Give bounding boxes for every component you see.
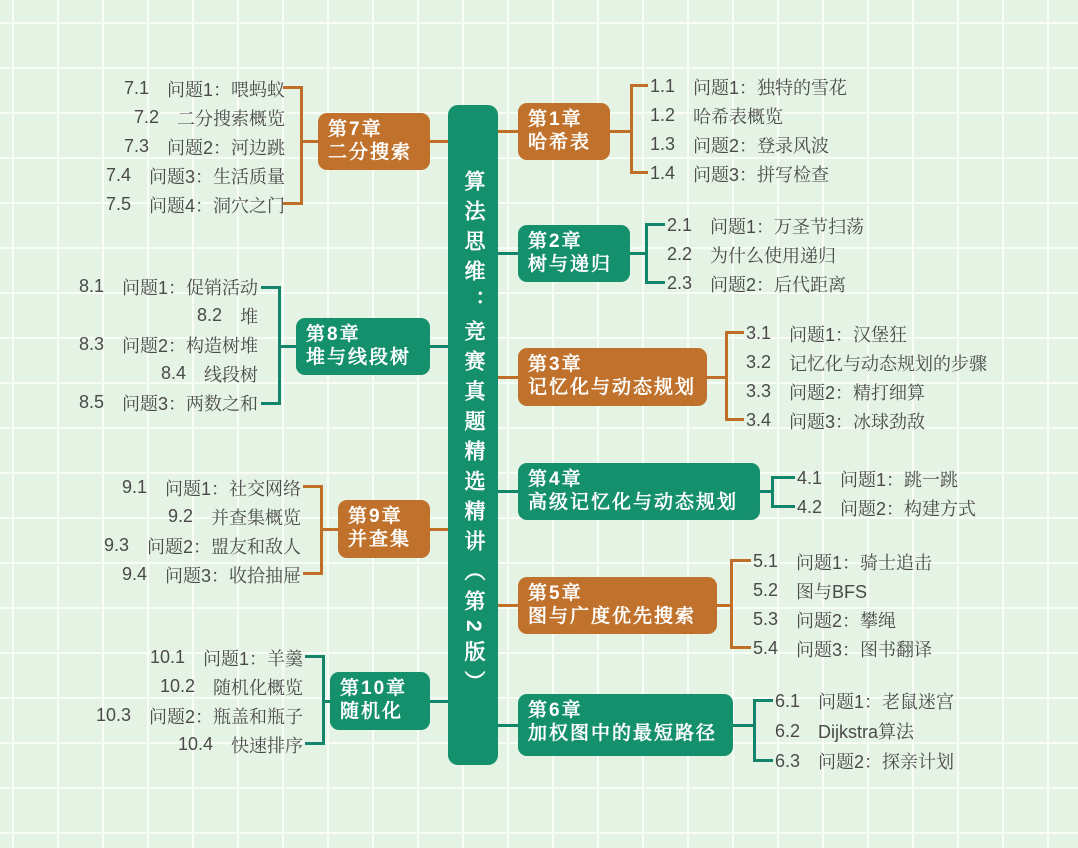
topic-label: 并查集概览	[211, 507, 301, 528]
connector-line	[733, 724, 753, 727]
topic-number: 7.3	[123, 136, 149, 156]
topic-number: 10.1	[149, 647, 185, 667]
connector-line	[771, 476, 774, 508]
topic-number: 3.3	[746, 381, 772, 401]
chapter-7-items	[106, 74, 285, 219]
topic-label: 问题3：生活质量	[148, 166, 285, 187]
topic-number: 8.4	[160, 363, 186, 383]
topic-item[interactable]	[104, 531, 301, 560]
topic-item[interactable]	[161, 359, 258, 388]
chapter-1-items	[650, 72, 847, 188]
topic-label: 问题3：拼写检查	[693, 164, 830, 185]
connector-line	[725, 331, 744, 334]
topic-number: 5.1	[753, 551, 779, 571]
chapter-3-items	[746, 319, 987, 435]
topic-number: 1.2	[650, 105, 676, 125]
topic-label: 问题1：社交网络	[164, 478, 301, 499]
chapter-title: 二分搜索	[328, 142, 413, 163]
topic-item[interactable]	[134, 103, 285, 132]
topic-number: 6.2	[775, 720, 801, 741]
chapter-6-items	[775, 686, 954, 776]
chapter-number: 第4章	[528, 469, 583, 490]
topic-number: 10.2	[159, 676, 195, 696]
connector-line	[645, 223, 665, 226]
topic-number: 1.3	[650, 134, 676, 154]
chapter-node-6[interactable]	[518, 694, 733, 756]
topic-number: 2.2	[667, 244, 693, 264]
topic-item[interactable]	[650, 130, 829, 159]
connector-line	[725, 331, 728, 421]
chapter-node-8[interactable]	[296, 318, 430, 375]
chapter-node-3[interactable]	[518, 348, 707, 406]
topic-item[interactable]	[775, 686, 954, 716]
topic-number: 1.4	[650, 163, 676, 183]
connector-line	[753, 759, 773, 762]
chapter-title: 图与广度优先搜索	[528, 606, 697, 627]
topic-label: 问题1：汉堡狂	[789, 324, 908, 345]
topic-label: Dijkstra算法	[818, 722, 915, 742]
connector-line	[283, 86, 300, 89]
connector-line	[753, 699, 756, 762]
connector-line	[725, 418, 744, 421]
topic-label: 问题1：跳一跳	[840, 469, 959, 490]
topic-item[interactable]	[124, 132, 285, 161]
topic-label: 图与BFS	[796, 581, 868, 602]
connector-line	[498, 724, 518, 727]
topic-label: 堆	[240, 306, 258, 327]
connector-line	[498, 490, 518, 493]
topic-item[interactable]	[122, 473, 301, 502]
chapter-title: 高级记忆化与动态规划	[528, 492, 739, 513]
topic-number: 8.2	[196, 305, 222, 325]
topic-label: 问题2：盟友和敌人	[146, 536, 301, 557]
topic-label: 问题3：冰球劲敌	[789, 411, 926, 432]
chapter-number: 第9章	[348, 506, 403, 527]
topic-number: 7.4	[105, 165, 131, 185]
connector-line	[322, 655, 325, 745]
connector-line	[760, 490, 771, 493]
topic-number: 8.5	[78, 392, 104, 412]
connector-line	[630, 84, 648, 87]
chapter-number: 第2章	[528, 231, 583, 252]
connector-line	[730, 559, 751, 562]
connector-line	[610, 130, 630, 133]
chapter-8-items	[79, 272, 258, 417]
topic-label: 问题1：骑士追击	[796, 552, 933, 573]
topic-item[interactable]	[753, 605, 896, 634]
topic-item[interactable]	[650, 72, 847, 101]
chapter-node-10[interactable]	[330, 672, 430, 730]
connector-line	[730, 559, 733, 649]
topic-item[interactable]	[797, 493, 976, 522]
topic-label: 问题3：收拾抽屉	[164, 565, 301, 586]
connector-line	[305, 742, 322, 745]
chapter-5-items	[753, 547, 932, 663]
topic-item[interactable]	[667, 240, 836, 269]
connector-line	[498, 252, 518, 255]
connector-line	[303, 485, 320, 488]
connector-line	[430, 528, 448, 531]
topic-number: 10.4	[177, 734, 213, 754]
topic-label: 问题2：攀绳	[796, 610, 897, 631]
chapter-node-9[interactable]	[338, 500, 430, 558]
connector-line	[305, 655, 322, 658]
topic-number: 10.3	[95, 705, 131, 725]
topic-label: 记忆化与动态规划的步骤	[789, 353, 988, 374]
chapter-title: 哈希表	[528, 132, 592, 153]
connector-line	[498, 130, 518, 133]
connector-line	[645, 223, 648, 284]
connector-line	[707, 376, 725, 379]
connector-line	[498, 604, 518, 607]
chapter-node-4[interactable]	[518, 463, 760, 520]
topic-number: 9.1	[121, 477, 147, 497]
connector-line	[303, 572, 320, 575]
topic-label: 二分搜索概览	[177, 108, 285, 129]
topic-item[interactable]	[667, 269, 846, 298]
topic-number: 5.4	[753, 638, 779, 658]
connector-line	[730, 646, 751, 649]
topic-item[interactable]	[746, 319, 907, 348]
root-title: 算法思维：竞赛真题精选精讲（第2版）	[462, 169, 485, 701]
topic-number: 9.2	[167, 506, 193, 526]
connector-line	[771, 476, 795, 479]
topic-number: 4.1	[797, 468, 823, 488]
topic-item[interactable]	[79, 388, 258, 417]
connector-line	[430, 700, 448, 703]
connector-line	[261, 286, 278, 289]
chapter-node-2[interactable]	[518, 225, 630, 282]
topic-number: 4.2	[797, 497, 823, 517]
topic-label: 问题1：万圣节扫荡	[710, 216, 865, 237]
connector-line	[630, 84, 633, 174]
chapter-2-items	[667, 211, 864, 298]
topic-item[interactable]	[746, 377, 925, 406]
topic-label: 问题1：老鼠迷宫	[818, 692, 955, 712]
connector-line	[771, 505, 795, 508]
topic-label: 问题3：两数之和	[121, 393, 258, 414]
topic-label: 问题2：探亲计划	[818, 752, 955, 772]
topic-label: 问题1：促销活动	[121, 277, 258, 298]
chapter-title: 随机化	[340, 701, 404, 722]
topic-item[interactable]	[667, 211, 864, 240]
chapter-node-5[interactable]	[518, 577, 717, 634]
topic-label: 问题1：喂蚂蚁	[166, 79, 285, 100]
topic-number: 2.3	[667, 273, 693, 293]
topic-item[interactable]	[150, 643, 303, 672]
topic-label: 为什么使用递归	[710, 245, 837, 266]
topic-number: 7.1	[123, 78, 149, 98]
chapter-4-items	[797, 464, 976, 522]
topic-item[interactable]	[797, 464, 958, 493]
topic-number: 3.1	[746, 323, 772, 343]
topic-number: 3.4	[746, 410, 772, 430]
connector-line	[630, 252, 645, 255]
topic-label: 问题2：登录风波	[693, 135, 830, 156]
topic-label: 线段树	[204, 364, 258, 385]
topic-item[interactable]	[122, 560, 301, 589]
chapter-number: 第5章	[528, 583, 583, 604]
topic-label: 随机化概览	[213, 677, 303, 698]
topic-item[interactable]	[746, 348, 987, 377]
connector-line	[283, 202, 300, 205]
topic-item[interactable]	[746, 406, 925, 435]
topic-number: 1.1	[650, 76, 676, 96]
connector-line	[717, 604, 730, 607]
topic-label: 快速排序	[231, 735, 303, 756]
topic-item[interactable]	[96, 701, 303, 730]
topic-item[interactable]	[79, 330, 258, 359]
topic-label: 问题2：构造树堆	[121, 335, 258, 356]
topic-number: 6.1	[775, 690, 801, 711]
topic-item[interactable]	[753, 576, 867, 605]
topic-item[interactable]	[775, 746, 954, 776]
topic-number: 2.1	[667, 215, 693, 235]
connector-line	[498, 376, 518, 379]
chapter-number: 第1章	[528, 109, 583, 130]
chapter-node-1[interactable]	[518, 103, 610, 160]
chapter-title: 堆与线段树	[306, 347, 412, 368]
topic-number: 8.1	[78, 276, 104, 296]
topic-label: 问题4：洞穴之门	[148, 195, 285, 216]
topic-item[interactable]	[124, 74, 285, 103]
chapter-number: 第3章	[528, 354, 583, 375]
topic-item[interactable]	[775, 716, 914, 746]
topic-item[interactable]	[79, 272, 258, 301]
topic-number: 9.3	[103, 535, 129, 555]
connector-line	[753, 699, 773, 702]
topic-number: 3.2	[746, 352, 772, 372]
topic-label: 问题2：后代距离	[710, 274, 847, 295]
chapter-title: 记忆化与动态规划	[528, 377, 697, 398]
chapter-number: 第7章	[328, 119, 383, 140]
connector-line	[430, 140, 448, 143]
topic-number: 6.3	[775, 750, 801, 771]
topic-number: 5.3	[753, 609, 779, 629]
connector-line	[430, 345, 448, 348]
chapter-node-7[interactable]	[318, 113, 430, 170]
root-node[interactable]	[448, 105, 498, 765]
connector-line	[630, 171, 648, 174]
topic-label: 问题1：独特的雪花	[693, 77, 848, 98]
topic-label: 问题3：图书翻译	[796, 639, 933, 660]
topic-item[interactable]	[197, 301, 258, 330]
topic-item[interactable]	[106, 190, 285, 219]
topic-item[interactable]	[178, 730, 303, 759]
topic-number: 9.4	[121, 564, 147, 584]
connector-line	[278, 286, 281, 405]
topic-number: 7.2	[133, 107, 159, 127]
topic-item[interactable]	[160, 672, 303, 701]
topic-item[interactable]	[650, 159, 829, 188]
chapter-number: 第6章	[528, 700, 583, 721]
connector-line	[645, 281, 665, 284]
topic-item[interactable]	[650, 101, 783, 130]
connector-line	[320, 485, 323, 575]
topic-number: 5.2	[753, 580, 779, 600]
topic-item[interactable]	[753, 634, 932, 663]
connector-line	[300, 86, 303, 205]
chapter-10-items	[96, 643, 303, 759]
topic-label: 问题2：构建方式	[840, 498, 977, 519]
topic-label: 哈希表概览	[693, 106, 784, 127]
topic-label: 问题2：精打细算	[789, 382, 926, 403]
topic-item[interactable]	[753, 547, 932, 576]
topic-number: 7.5	[105, 194, 131, 214]
topic-number: 8.3	[78, 334, 104, 354]
topic-item[interactable]	[168, 502, 301, 531]
chapter-title: 树与递归	[528, 254, 613, 275]
topic-item[interactable]	[106, 161, 285, 190]
connector-line	[261, 402, 278, 405]
chapter-number: 第8章	[306, 324, 361, 345]
chapter-9-items	[104, 473, 301, 589]
topic-label: 问题2：河边跳	[166, 137, 285, 158]
topic-label: 问题1：羊羹	[202, 648, 303, 669]
chapter-title: 加权图中的最短路径	[528, 723, 718, 744]
topic-label: 问题2：瓶盖和瓶子	[148, 706, 303, 727]
chapter-title: 并查集	[348, 529, 412, 550]
chapter-number: 第10章	[340, 678, 408, 699]
